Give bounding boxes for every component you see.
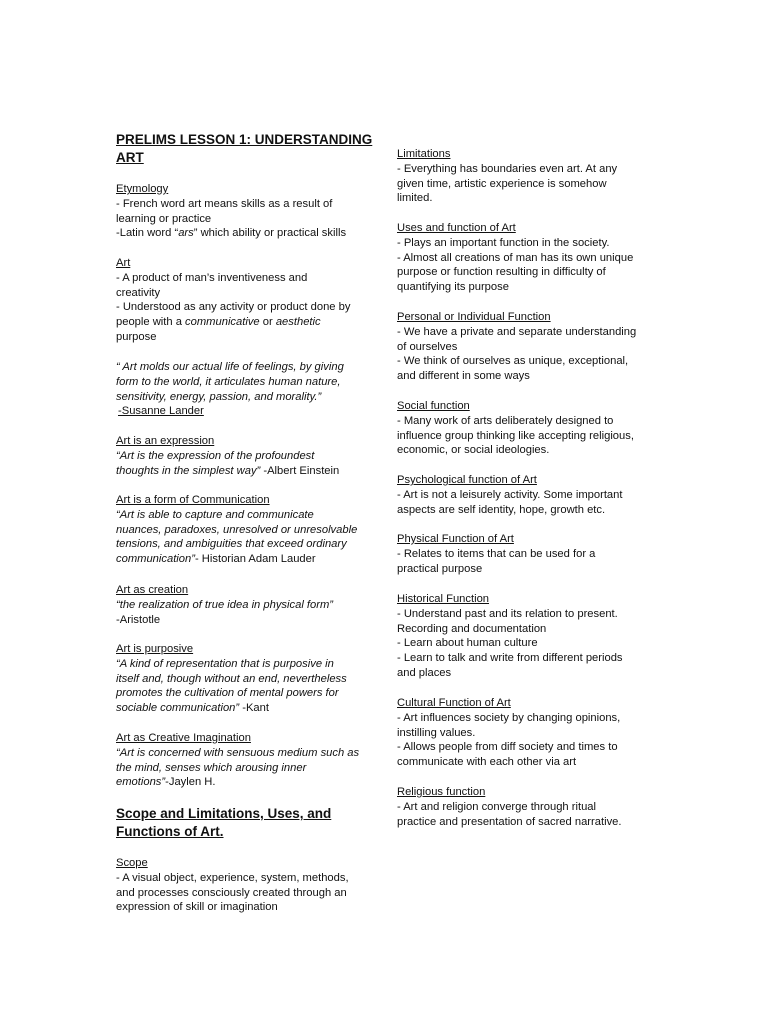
scope-heading: Scope (116, 857, 148, 869)
uses-line: - Plays an important function in the society. (397, 236, 610, 249)
social-line: influence group thinking like accepting religious, (397, 429, 634, 442)
imagination-quote: “Art is concerned with sensuous medium such as (116, 746, 360, 759)
section-physical (397, 532, 657, 576)
communication-line (116, 523, 378, 538)
personal-line: and different in some ways (397, 370, 530, 383)
section-uses (397, 221, 657, 295)
art-text: or (259, 316, 276, 329)
art-line: - A product of man’s inventiveness and (116, 271, 308, 284)
religious-line: practice and presentation of sacred narrative. (397, 815, 622, 828)
uses-heading: Uses and function of Art (397, 222, 516, 234)
social-heading: Social function (397, 400, 470, 412)
historical-line: - Understand past and its relation to present. (397, 607, 618, 620)
section-title-scope (116, 805, 378, 841)
imagination-author: -Jaylen H. (165, 776, 216, 789)
etymology-line (116, 226, 378, 241)
section-scope (116, 856, 378, 915)
scope-line: - A visual object, experience, system, methods, (116, 871, 349, 884)
expression-line (116, 464, 378, 479)
psych-heading: Psychological function of Art (397, 474, 537, 486)
purposive-quote: sociable communication” (116, 702, 240, 715)
physical-line: practical purpose (397, 562, 483, 575)
section-purposive (116, 642, 378, 716)
quote-text: sensitivity, energy, passion, and morality.” (116, 390, 322, 403)
personal-line: of ourselves (397, 340, 458, 353)
communication-line (116, 537, 378, 552)
purposive-author: -Kant (239, 702, 269, 715)
cultural-line: instilling values. (397, 726, 476, 739)
imagination-heading: Art as Creative Imagination (116, 732, 251, 744)
expression-quote: “Art is the expression of the profoundest (116, 449, 315, 462)
communication-quote: communication” (116, 553, 195, 566)
personal-heading: Personal or Individual Function (397, 311, 551, 323)
section-social (397, 399, 657, 458)
purposive-line (116, 657, 378, 672)
psych-line: - Art is not a leisurely activity. Some important (397, 488, 623, 501)
purposive-quote: promotes the cultivation of mental powers for (116, 687, 339, 700)
religious-line: - Art and religion converge through ritual (397, 800, 597, 813)
art-heading: Art (116, 257, 131, 269)
art-aesthetic: aesthetic (275, 316, 321, 329)
communication-quote: “Art is able to capture and communicate (116, 508, 314, 521)
quote-line (116, 390, 378, 405)
quote-author: -Susanne Lander (118, 405, 204, 418)
expression-quote: thoughts in the simplest way” (116, 464, 261, 477)
purposive-heading: Art is purposive (116, 643, 194, 655)
communication-line (116, 552, 378, 567)
cultural-line: communicate with each other via art (397, 756, 577, 769)
quote-text: “ Art molds our actual life of feelings, by giving (116, 361, 344, 373)
physical-line: - Relates to items that can be used for a (397, 547, 596, 560)
psych-line: aspects are self identity, hope, growth etc. (397, 503, 606, 516)
quote-line (116, 360, 378, 375)
historical-line: and places (397, 666, 452, 679)
communication-author: - Historian Adam Lauder (194, 553, 316, 566)
section-art (116, 256, 378, 345)
scope-title-line-2: Functions of Art. (116, 824, 224, 839)
limitations-line: - Everything has boundaries even art. At any (397, 162, 618, 175)
etymology-text: ” which ability or practical skills (193, 227, 347, 240)
etymology-text: -Latin word “ (116, 227, 179, 240)
historical-line: - Learn about human culture (397, 637, 538, 650)
historical-line: - Learn to talk and write from different periods (397, 652, 623, 665)
etymology-line: learning or practice (116, 212, 212, 225)
communication-quote: nuances, paradoxes, unresolved or unresolvable (116, 523, 358, 536)
imagination-line (116, 775, 378, 790)
section-cultural (397, 696, 657, 770)
art-line: creativity (116, 286, 161, 299)
scope-title-line-1: Scope and Limitations, Uses, and (116, 806, 332, 821)
historical-line: Recording and documentation (397, 622, 547, 635)
scope-line: and processes consciously created through an (116, 886, 347, 899)
section-personal (397, 310, 657, 384)
limitations-line: limited. (397, 192, 433, 205)
personal-line: - We have a private and separate understanding (397, 325, 637, 338)
section-communication (116, 493, 378, 567)
communication-line (116, 508, 378, 523)
section-religious (397, 785, 657, 829)
cultural-heading: Cultural Function of Art (397, 697, 511, 709)
uses-line: quantifying its purpose (397, 281, 509, 294)
page-title-line-1: PRELIMS LESSON 1: UNDERSTANDING (116, 132, 373, 147)
historical-heading: Historical Function (397, 593, 490, 605)
page-title-line-2: ART (116, 150, 144, 165)
creation-author: -Aristotle (116, 613, 161, 626)
expression-line (116, 449, 378, 464)
limitations-heading: Limitations (397, 148, 451, 160)
scope-line: expression of skill or imagination (116, 901, 278, 914)
imagination-line (116, 746, 378, 761)
section-quote-lander (116, 360, 378, 419)
communication-quote: tensions, and ambiguities that exceed ordinary (116, 538, 347, 551)
purposive-line (116, 686, 378, 701)
etymology-line: - French word art means skills as a result of (116, 197, 333, 210)
expression-author: -Albert Einstein (260, 464, 340, 477)
quote-text: form to the world, it articulates human nature, (116, 375, 341, 388)
section-creation (116, 583, 378, 627)
imagination-line (116, 761, 378, 776)
quote-line (116, 375, 378, 390)
uses-line: purpose or function resulting in difficulty of (397, 266, 606, 279)
art-text: people with a (116, 316, 186, 329)
section-etymology (116, 182, 378, 241)
section-historical (397, 592, 657, 681)
etymology-heading: Etymology (116, 183, 169, 195)
creation-heading: Art as creation (116, 584, 189, 596)
art-communicative: communicative (185, 316, 260, 329)
imagination-quote: emotions” (116, 776, 166, 789)
cultural-line: - Art influences society by changing opinions, (397, 711, 621, 724)
communication-heading: Art is a form of Communication (116, 494, 270, 506)
expression-heading: Art is an expression (116, 435, 215, 447)
social-line: - Many work of arts deliberately designed to (397, 414, 614, 427)
art-line: - Understood as any activity or product done by (116, 301, 351, 314)
art-line: purpose (116, 330, 157, 343)
cultural-line: - Allows people from diff society and times to (397, 741, 618, 754)
purposive-line (116, 672, 378, 687)
section-limitations (397, 147, 657, 206)
uses-line: - Almost all creations of man has its own unique (397, 251, 634, 264)
limitations-line: given time, artistic experience is somehow (397, 177, 607, 190)
etymology-ars: ars (178, 227, 194, 240)
creation-quote: “the realization of true idea in physical form” (116, 598, 334, 611)
section-imagination (116, 731, 378, 790)
physical-heading: Physical Function of Art (397, 533, 514, 545)
art-line (116, 315, 378, 330)
religious-heading: Religious function (397, 786, 486, 798)
imagination-quote: the mind, senses which arousing inner (116, 761, 307, 774)
section-expression (116, 434, 378, 478)
purposive-quote: itself and, though without an end, nevertheless (116, 672, 347, 685)
page-title (116, 131, 378, 167)
social-line: economic, or social ideologies. (397, 444, 550, 457)
personal-line: - We think of ourselves as unique, exceptional, (397, 355, 629, 368)
purposive-quote: “A kind of representation that is purposive in (116, 657, 334, 670)
purposive-line (116, 701, 378, 716)
creation-line (116, 598, 378, 613)
section-psych (397, 473, 657, 517)
